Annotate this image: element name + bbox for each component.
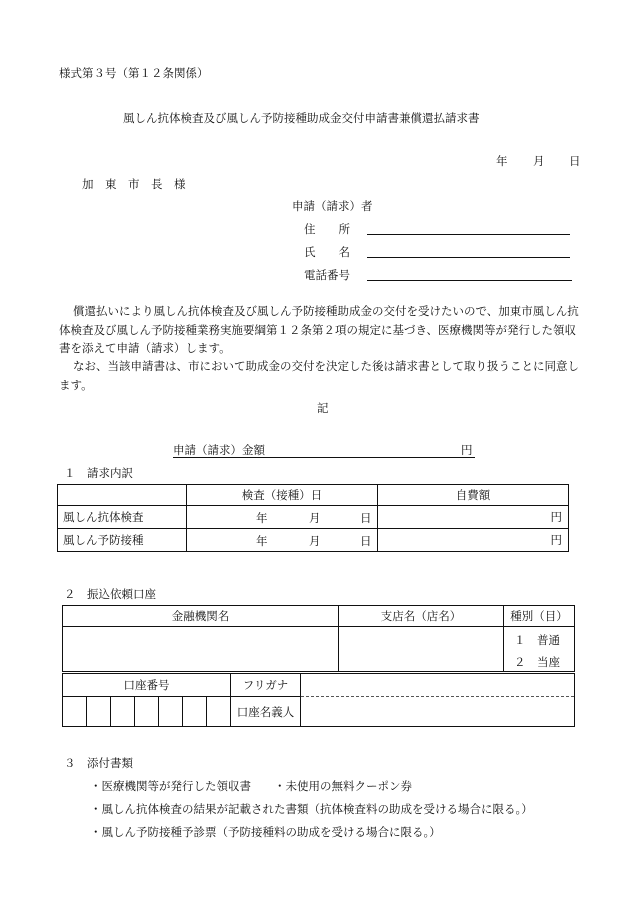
phone-field[interactable] — [367, 280, 572, 281]
attachment-item: ・医療機関等が発行した領収書 ・未使用の無料クーポン券 — [90, 779, 412, 793]
bank-name-field[interactable] — [63, 627, 339, 672]
furigana-label: フリガナ — [231, 674, 301, 697]
address-label: 住 所 — [304, 222, 350, 236]
account-type-ordinary[interactable]: １ 普通 — [514, 633, 560, 647]
date-cell[interactable] — [187, 506, 378, 529]
date-day[interactable]: 日 — [569, 154, 581, 168]
name-field[interactable] — [367, 257, 570, 258]
attachment-item: ・風しん予防接種予診票（予防接種料の助成を受ける場合に限る。） — [90, 825, 441, 839]
account-digit-box[interactable] — [111, 697, 135, 727]
date-year[interactable]: 年 — [496, 154, 508, 168]
account-type-checking[interactable]: ２ 当座 — [514, 655, 560, 669]
section1-heading: １ 請求内訳 — [64, 466, 133, 480]
branch-header: 支店名（店名） — [339, 606, 504, 627]
table-row — [58, 529, 569, 552]
ki-label: 記 — [317, 401, 329, 415]
section3-heading: ３ 添付書類 — [64, 756, 133, 770]
attachment-item: ・風しん抗体検査の結果が記載された書類（抗体検査料の助成を受ける場合に限る。） — [90, 802, 533, 816]
account-digit-box[interactable] — [207, 697, 231, 727]
row-label: 風しん予防接種 — [58, 529, 187, 552]
account-type-field[interactable] — [504, 627, 575, 672]
claim-detail-table — [57, 484, 569, 552]
account-digit-box[interactable] — [63, 697, 87, 727]
body-paragraph-1: 償還払いにより風しん抗体検査及び風しん予防接種助成金の交付を受けたいので、加東市風しん抗体検査及び風しん予防接種業務実施要綱第１２条第２項の規定に基づき、医療機関等が発行した領収書を添えて申請（請求）します。 — [59, 304, 579, 355]
row-year: 年 — [256, 511, 268, 525]
bank-name-header: 金融機関名 — [63, 606, 339, 627]
account-holder-label: 口座名義人 — [231, 697, 301, 727]
row-month: 月 — [309, 511, 321, 525]
table-row — [58, 506, 569, 529]
header-blank — [58, 485, 187, 506]
self-pay-cell[interactable]: 円 — [378, 506, 569, 529]
account-digit-box[interactable] — [159, 697, 183, 727]
address-field[interactable] — [367, 234, 570, 235]
date-month[interactable]: 月 — [533, 154, 545, 168]
header-self-pay: 自費額 — [378, 485, 569, 506]
branch-name-field[interactable] — [339, 627, 504, 672]
account-digit-box[interactable] — [183, 697, 207, 727]
date-cell[interactable] — [187, 529, 378, 552]
body-paragraph-2: なお、当該申請書は、市において助成金の交付を決定した後は請求書として取り扱うことに同意します。 — [59, 359, 579, 392]
furigana-field[interactable] — [301, 674, 575, 697]
account-type-header: 種別（目） — [504, 606, 575, 627]
row-month: 月 — [309, 534, 321, 548]
row-day: 日 — [360, 534, 372, 548]
page-title: 風しん抗体検査及び風しん予防接種助成金交付申請書兼償還払請求書 — [123, 111, 480, 125]
account-holder-field[interactable] — [301, 697, 575, 727]
form-number: 様式第３号（第１２条関係） — [59, 66, 209, 80]
amount-label: 申請（請求）金額 — [173, 443, 265, 457]
account-table — [62, 673, 575, 727]
table-header-row — [58, 485, 569, 506]
addressee: 加 東 市 長 様 — [82, 177, 186, 191]
self-pay-cell[interactable]: 円 — [378, 529, 569, 552]
applicant-heading: 申請（請求）者 — [292, 199, 373, 213]
name-label: 氏 名 — [304, 245, 350, 259]
row-day: 日 — [360, 511, 372, 525]
amount-unit: 円 — [461, 443, 473, 457]
row-year: 年 — [256, 534, 268, 548]
row-label: 風しん抗体検査 — [58, 506, 187, 529]
bank-table — [62, 605, 575, 672]
account-number-header: 口座番号 — [63, 674, 231, 697]
phone-label: 電話番号 — [304, 268, 350, 282]
amount-field[interactable] — [173, 457, 475, 458]
section2-heading: ２ 振込依頼口座 — [64, 587, 156, 601]
account-digit-box[interactable] — [87, 697, 111, 727]
header-date: 検査（接種）日 — [187, 485, 378, 506]
account-digit-box[interactable] — [135, 697, 159, 727]
